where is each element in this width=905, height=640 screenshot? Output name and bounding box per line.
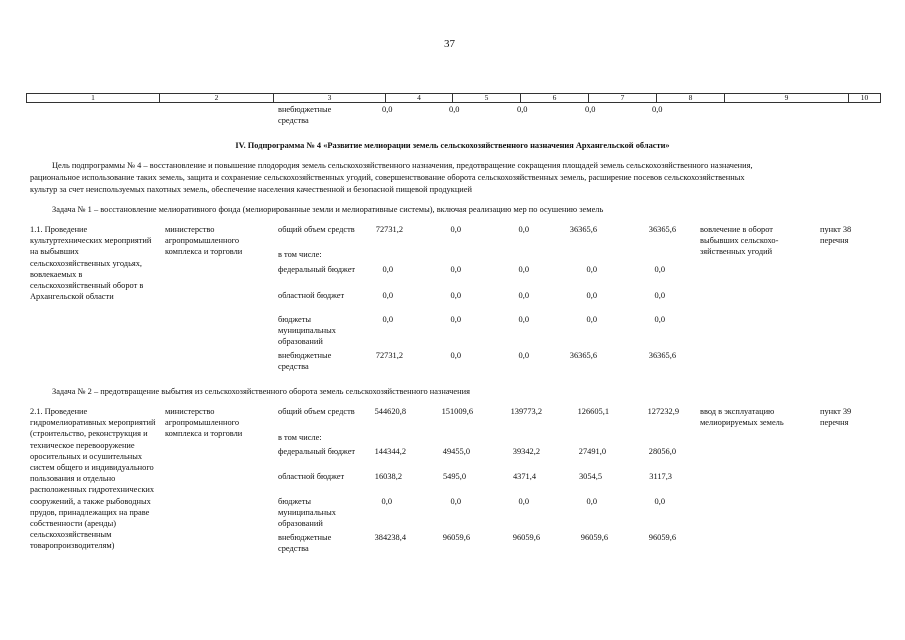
top-row-source: внебюджетные средства: [278, 105, 332, 126]
task-heading: Задача № 2 – предотвращение выбытия из сельскохозяйственного оборота земель сельскохозяйственного назначения: [52, 387, 470, 396]
top-row-value: 0,0: [517, 105, 528, 114]
col-header: 3: [274, 94, 386, 102]
funding-value: 3117,3: [649, 472, 672, 481]
funding-value: 0,0: [450, 497, 461, 506]
funding-label: в том числе:: [278, 433, 322, 442]
measure-name: 1.1. Проведение культуртехнических мероприятий на выбывших сельскохозяйственных угодьях, вовлекаемых в сельскохозяйственный оборот в Архангельской области: [30, 225, 152, 302]
goal-line: культур за счет неиспользуемых пахотных земель, обеспечение населения качественной и безопасной пищевой продукцией: [30, 185, 472, 194]
funding-value: 36365,6: [648, 225, 676, 234]
col-header: 5: [453, 94, 521, 102]
funding-value: 0,0: [518, 497, 529, 506]
funding-value: 126605,1: [577, 407, 609, 416]
funding-value: 151009,6: [441, 407, 473, 416]
col-header: 7: [589, 94, 657, 102]
funding-label: областной бюджет: [278, 472, 345, 481]
subprogram-title: IV. Подпрограмма № 4 «Развитие мелиорации земель сельскохозяйственного назначения Архангельской области»: [235, 141, 670, 150]
measure-name: 2.1. Проведение гидромелиоративных мероприятий (строительство, реконструкция и техническое перевооружение оросительных и осушительных систем общего и индивидуального пользования и отдельно расположенных гидротехнических сооружений, а также рыбоводных прудов, принадлежащих на праве собственности (аренды) сельскохозяйственным товаропроизводителям): [30, 407, 156, 551]
measure-result: ввод в эксплуатацию мелиорируемых земель: [700, 407, 784, 428]
funding-value: 0,0: [450, 265, 461, 274]
funding-value: 39342,2: [512, 447, 540, 456]
funding-value: 0,0: [450, 315, 461, 324]
funding-label: федеральный бюджет: [278, 447, 356, 456]
top-row-value: 0,0: [449, 105, 460, 114]
funding-label: федеральный бюджет: [278, 265, 356, 274]
funding-value: 72731,2: [375, 351, 403, 360]
funding-value: 28056,0: [648, 447, 676, 456]
funding-value: 27491,0: [578, 447, 606, 456]
funding-value: 0,0: [518, 291, 529, 300]
goal-line: рациональное использование таких земель, защита и сохранение сельскохозяйственных угодий, совершенствование оборота сельскохозяйственных земель, расширение посевов сельскохозяйственных: [30, 173, 745, 182]
col-header: 4: [386, 94, 453, 102]
funding-value: 0,0: [382, 291, 393, 300]
funding-value: 0,0: [382, 315, 393, 324]
funding-value: 0,0: [450, 225, 461, 234]
page-number: 37: [444, 38, 455, 50]
funding-value: 16038,2: [374, 472, 402, 481]
col-header: 10: [860, 93, 869, 102]
funding-label: общий объем средств: [278, 225, 355, 234]
funding-value: 0,0: [450, 291, 461, 300]
funding-value: 0,0: [518, 225, 529, 234]
top-row-value: 0,0: [382, 105, 393, 114]
col-header: 2: [160, 94, 274, 102]
funding-value: 0,0: [654, 315, 665, 324]
funding-value: 0,0: [518, 265, 529, 274]
measure-ref: пункт 38 перечня: [820, 225, 852, 246]
funding-value: 0,0: [586, 497, 597, 506]
col-header: 8: [657, 94, 725, 102]
goal-line: Цель подпрограммы № 4 – восстановление и повышение плодородия земель сельскохозяйственного назначения, предотвращение сокращения площадей земель сельскохозяйственного назначения,: [52, 161, 753, 170]
funding-value: 49455,0: [442, 447, 470, 456]
funding-value: 96059,6: [512, 533, 540, 542]
funding-label: бюджеты муниципальных образований: [278, 315, 336, 347]
col-header: 9: [725, 94, 849, 102]
funding-value: 139773,2: [510, 407, 542, 416]
funding-value: 36365,6: [648, 351, 676, 360]
funding-value: 96059,6: [648, 533, 676, 542]
funding-value: 0,0: [654, 497, 665, 506]
funding-label: бюджеты муниципальных образований: [278, 497, 336, 529]
funding-value: 0,0: [586, 291, 597, 300]
funding-value: 3054,5: [578, 472, 602, 481]
funding-value: 36365,6: [569, 225, 597, 234]
funding-value: 72731,2: [375, 225, 403, 234]
funding-label: областной бюджет: [278, 291, 345, 300]
funding-value: 0,0: [518, 315, 529, 324]
funding-value: 0,0: [654, 291, 665, 300]
top-row-value: 0,0: [585, 105, 596, 114]
measure-executor: министерство агропромышленного комплекса и торговли: [165, 225, 243, 257]
funding-value: 5495,0: [442, 472, 466, 481]
funding-value: 96059,6: [580, 533, 608, 542]
funding-value: 96059,6: [442, 533, 470, 542]
measure-result: вовлечение в оборот выбывших сельскохо-зяйственных угодий: [700, 225, 779, 257]
funding-value: 127232,9: [647, 407, 679, 416]
col-header: 1: [27, 94, 160, 102]
funding-label: внебюджетные средства: [278, 351, 332, 372]
funding-value: 4371,4: [512, 472, 536, 481]
funding-value: 0,0: [586, 265, 597, 274]
funding-value: 384238,4: [374, 533, 406, 542]
measure-ref: пункт 39 перечня: [820, 407, 852, 428]
funding-value: 0,0: [586, 315, 597, 324]
funding-value: 0,0: [381, 497, 392, 506]
top-row-value: 0,0: [652, 105, 663, 114]
task-heading: Задача № 1 – восстановление мелиоративного фонда (мелиорированные земли и мелиоративные системы), включая реализацию мер по осушению земель: [52, 205, 604, 214]
funding-value: 0,0: [450, 351, 461, 360]
funding-value: 0,0: [518, 351, 529, 360]
col-header: 6: [521, 94, 589, 102]
funding-value: 36365,6: [569, 351, 597, 360]
funding-value: 0,0: [382, 265, 393, 274]
funding-label: внебюджетные средства: [278, 533, 332, 554]
funding-value: 144344,2: [374, 447, 406, 456]
measure-executor: министерство агропромышленного комплекса и торговли: [165, 407, 243, 439]
funding-label: общий объем средств: [278, 407, 355, 416]
funding-label: в том числе:: [278, 250, 322, 259]
column-header-row: [26, 93, 881, 103]
funding-value: 0,0: [654, 265, 665, 274]
funding-value: 544620,8: [374, 407, 406, 416]
